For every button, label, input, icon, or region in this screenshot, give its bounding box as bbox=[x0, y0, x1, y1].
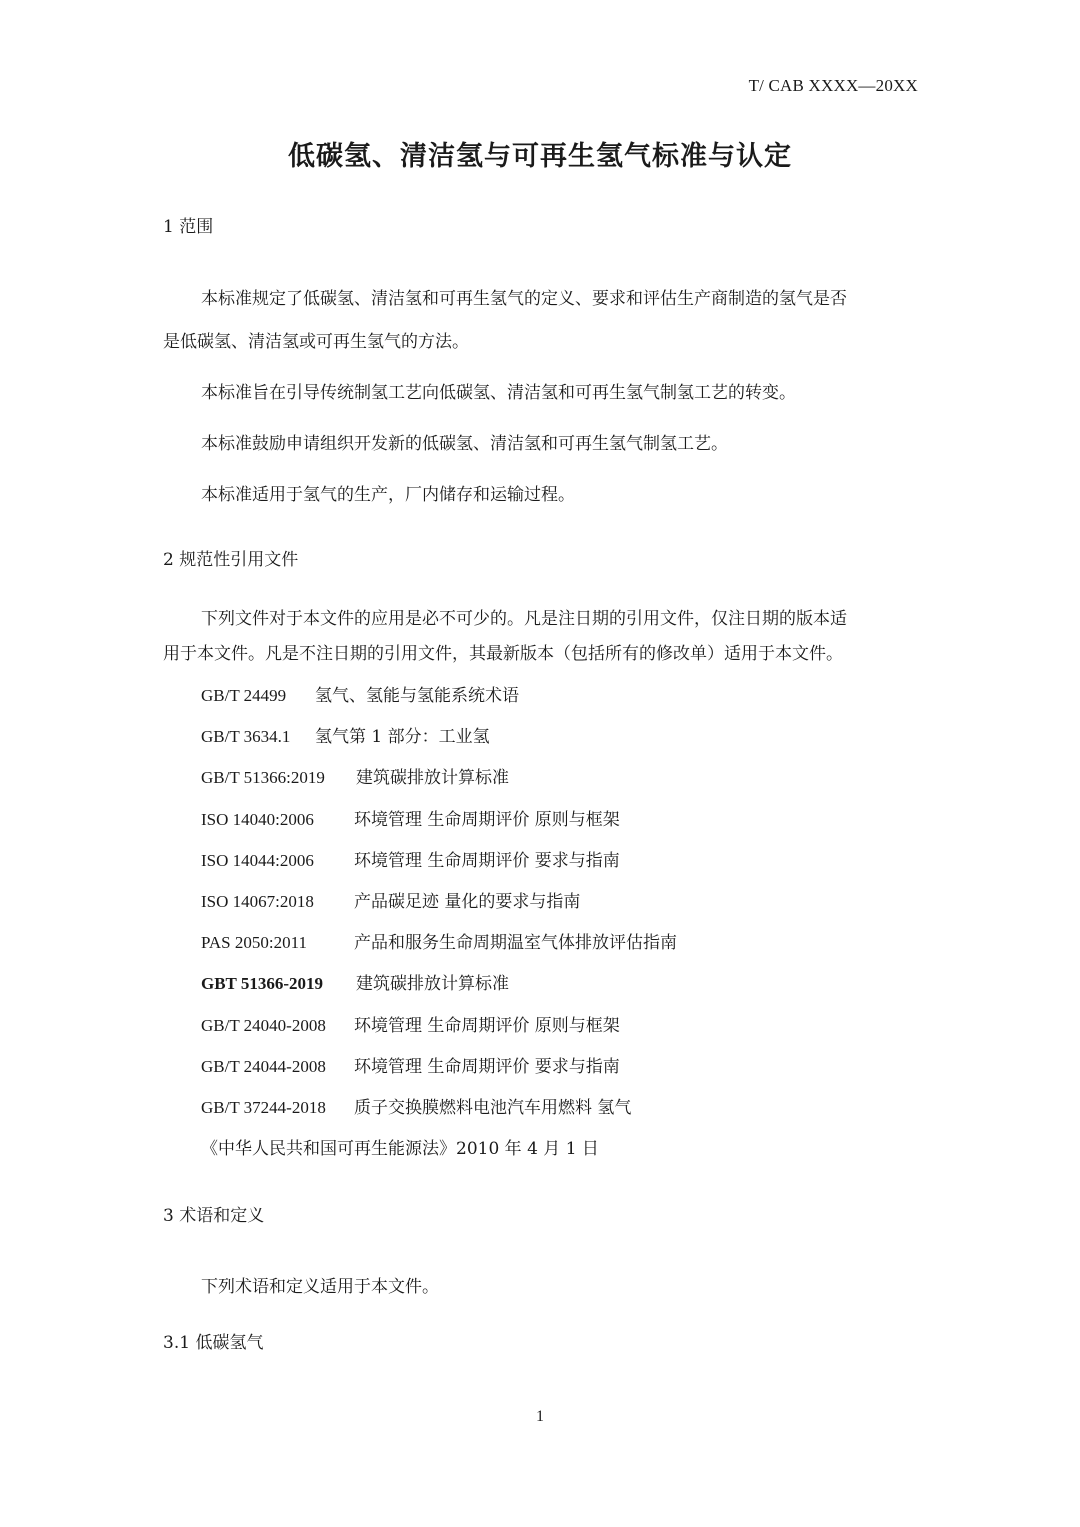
reference-item bbox=[201, 969, 509, 994]
reference-code: PAS 2050:2011 bbox=[201, 933, 307, 952]
reference-code: GB/T 24044-2008 bbox=[201, 1057, 326, 1076]
reference-code: GB/T 24040-2008 bbox=[201, 1016, 326, 1035]
page-number: 1 bbox=[536, 1408, 544, 1425]
reference-item bbox=[201, 846, 620, 871]
reference-item bbox=[201, 928, 677, 953]
reference-title: 产品碳足迹 量化的要求与指南 bbox=[354, 892, 581, 912]
reference-code: ISO 14040:2006 bbox=[201, 810, 314, 829]
paragraph-line: 是低碳氢、清洁氢或可再生氢气的方法。 bbox=[163, 332, 469, 352]
reference-item bbox=[201, 763, 509, 788]
reference-title: 质子交换膜燃料电池汽车用燃料 氢气 bbox=[354, 1098, 632, 1118]
paragraph: 本标准旨在引导传统制氢工艺向低碳氢、清洁氢和可再生氢气制氢工艺的转变。 bbox=[201, 383, 796, 403]
reference-item bbox=[201, 722, 490, 747]
reference-item bbox=[201, 1052, 620, 1077]
reference-code: ISO 14067:2018 bbox=[201, 892, 314, 911]
reference-title: 环境管理 生命周期评价 要求与指南 bbox=[354, 851, 620, 871]
reference-item bbox=[201, 1093, 631, 1118]
reference-code: GB/T 24499 bbox=[201, 686, 287, 705]
reference-code: GB/T 51366:2019 bbox=[201, 768, 325, 787]
reference-item bbox=[201, 805, 620, 830]
reference-title: 环境管理 生命周期评价 原则与框架 bbox=[354, 1016, 620, 1036]
reference-code: ISO 14044:2006 bbox=[201, 851, 314, 870]
reference-code: GB/T 3634.1 bbox=[201, 727, 291, 746]
reference-item bbox=[201, 887, 580, 912]
paragraph: 本标准鼓励申请组织开发新的低碳氢、清洁氢和可再生氢气制氢工艺。 bbox=[201, 434, 728, 454]
reference-title: 建筑碳排放计算标准 bbox=[356, 768, 509, 788]
page-title: 低碳氢、清洁氢与可再生氢气标准与认定 bbox=[288, 141, 792, 172]
reference-law: 《中华人民共和国可再生能源法》2010 年 4 月 1 日 bbox=[201, 1139, 599, 1159]
reference-title: 环境管理 生命周期评价 要求与指南 bbox=[354, 1057, 620, 1077]
reference-code: GBT 51366-2019 bbox=[201, 974, 324, 993]
section-heading-terms: 3 术语和定义 bbox=[163, 1206, 265, 1226]
reference-code: GB/T 37244-2018 bbox=[201, 1098, 326, 1117]
document-code: T/ CAB XXXX—20XX bbox=[748, 76, 918, 95]
reference-title: 建筑碳排放计算标准 bbox=[356, 974, 509, 994]
section-heading-scope: 1 范围 bbox=[163, 217, 214, 237]
reference-title: 氢气第 1 部分：工业氢 bbox=[315, 727, 490, 747]
paragraph: 本标准适用于氢气的生产，厂内储存和运输过程。 bbox=[201, 485, 575, 505]
reference-title: 产品和服务生命周期温室气体排放评估指南 bbox=[354, 933, 677, 953]
reference-item bbox=[201, 1011, 620, 1036]
reference-title: 氢气、氢能与氢能系统术语 bbox=[315, 686, 519, 706]
paragraph-line: 下列文件对于本文件的应用是必不可少的。凡是注日期的引用文件，仅注日期的版本适 bbox=[201, 609, 847, 629]
subsection-heading: 3.1 低碳氢气 bbox=[163, 1333, 264, 1353]
paragraph-line: 本标准规定了低碳氢、清洁氢和可再生氢气的定义、要求和评估生产商制造的氢气是否 bbox=[201, 289, 847, 309]
paragraph-line: 用于本文件。凡是不注日期的引用文件，其最新版本（包括所有的修改单）适用于本文件。 bbox=[163, 644, 843, 664]
paragraph: 下列术语和定义适用于本文件。 bbox=[201, 1277, 439, 1297]
section-heading-references: 2 规范性引用文件 bbox=[163, 550, 299, 570]
reference-item bbox=[201, 681, 519, 706]
reference-title: 环境管理 生命周期评价 原则与框架 bbox=[354, 810, 620, 830]
